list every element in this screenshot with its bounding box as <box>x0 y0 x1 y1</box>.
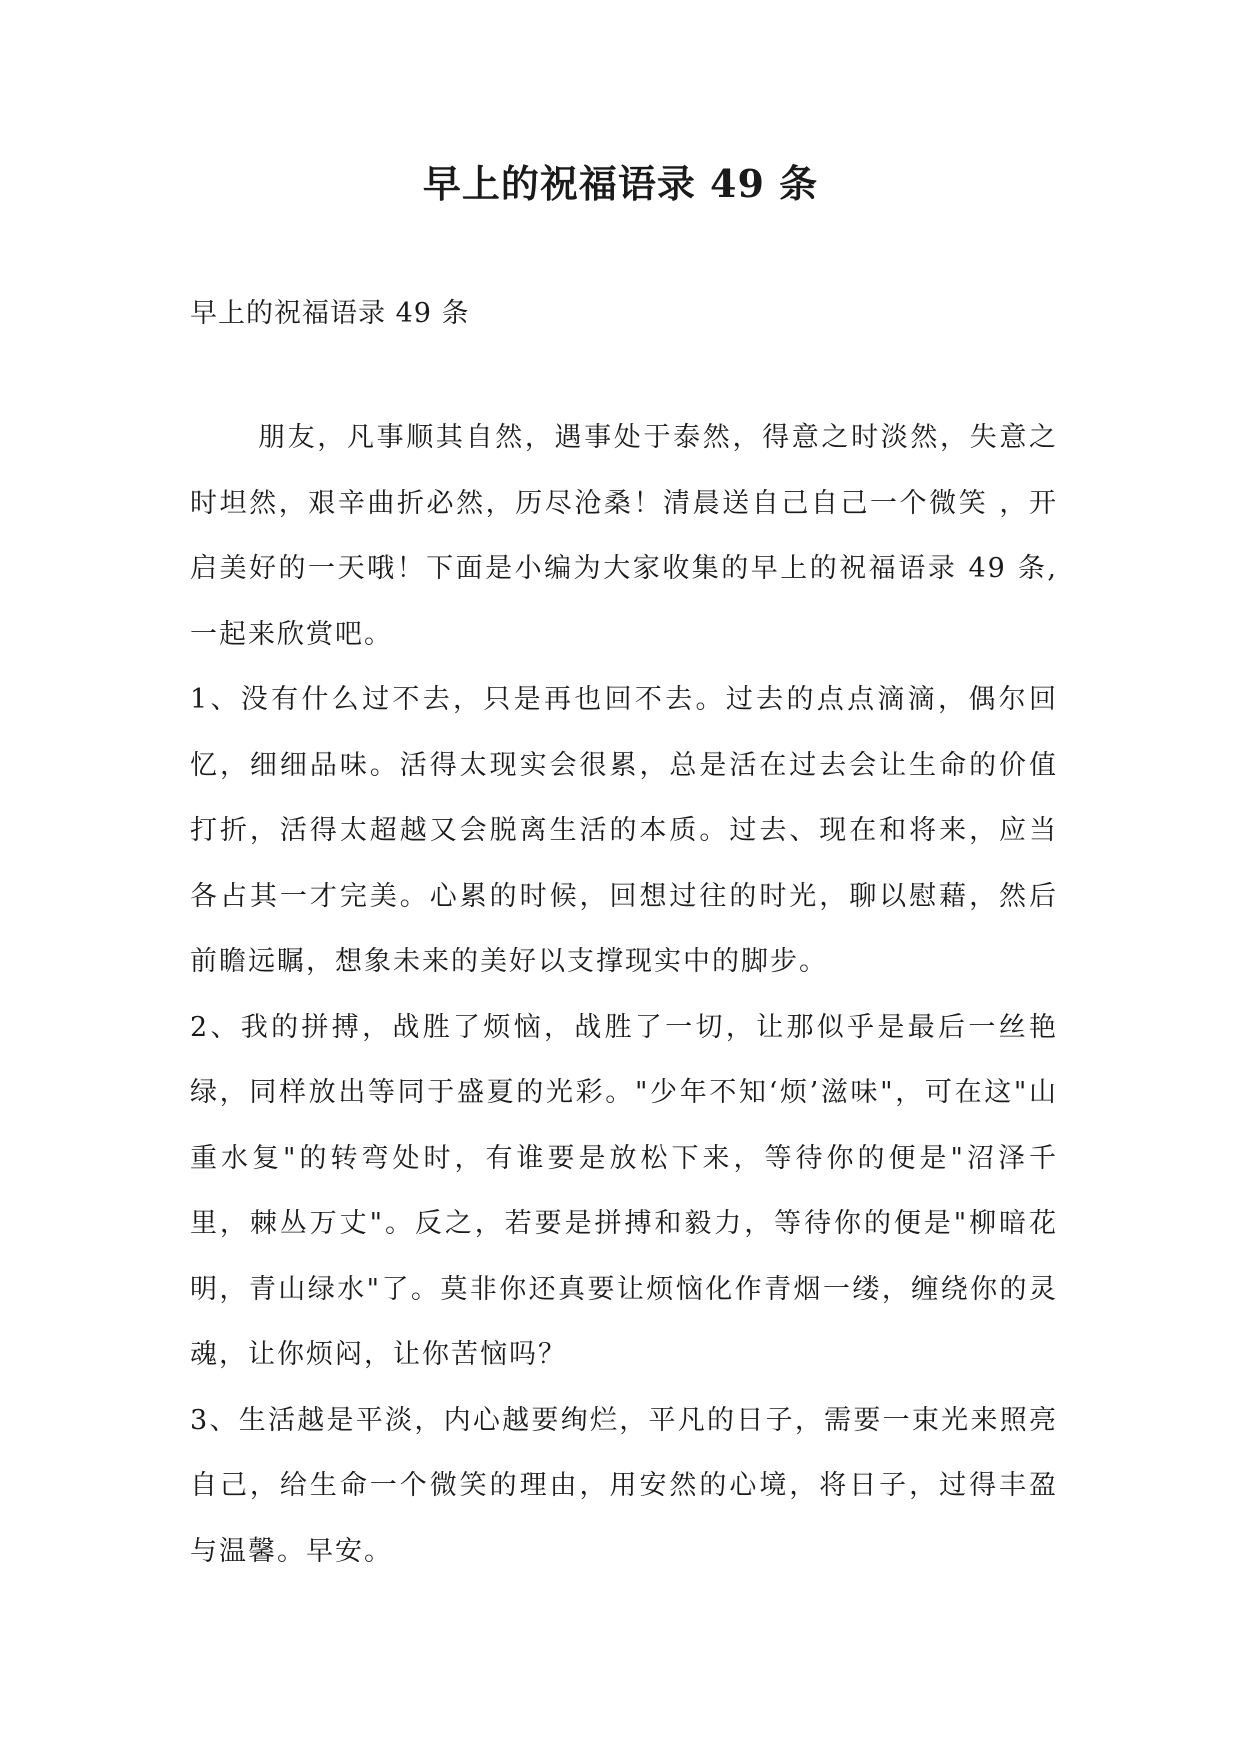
quote-paragraph-2: 2、我的拼搏，战胜了烦恼，战胜了一切，让那似乎是最后一丝艳绿，同样放出等同于盛夏的光彩。"少年不知‘烦’滋味"，可在这"山重水复"的转弯处时，有谁要是放松下来，等待你的便是"沼泽千里，棘丛万丈"。反之，若要是拼搏和毅力，等待你的便是"柳暗花明，青山绿水"了。莫非你还真要让烦恼化作青烟一缕，缠绕你的灵魂，让你烦闷，让你苦恼吗？ <box>190 1011 1058 1370</box>
document-body <box>190 405 1058 1584</box>
intro-paragraph: 朋友，凡事顺其自然，遇事处于泰然，得意之时淡然，失意之时坦然，艰辛曲折必然，历尽沧桑！清晨送自己自己一个微笑 ，开启美好的一天哦！下面是小编为大家收集的早上的祝福语录 49 条,一起来欣赏吧。 <box>190 422 1058 650</box>
quote-paragraph-1: 1、没有什么过不去，只是再也回不去。过去的点点滴滴，偶尔回忆，细细品味。活得太现实会很累，总是活在过去会让生命的价值打折，活得太超越又会脱离生活的本质。过去、现在和将来，应当各占其一才完美。心累的时候，回想过往的时光，聊以慰藉，然后前瞻远瞩，想象未来的美好以支撑现实中的脚步。 <box>190 684 1058 977</box>
document-subtitle: 早上的祝福语录 49 条 <box>190 298 470 329</box>
document-title: 早上的祝福语录 49 条 <box>422 161 819 206</box>
quote-paragraph-3: 3、生活越是平淡，内心越要绚烂，平凡的日子，需要一束光来照亮自己，给生命一个微笑的理由，用安然的心境，将日子，过得丰盈与温馨。早安。 <box>190 1404 1058 1567</box>
